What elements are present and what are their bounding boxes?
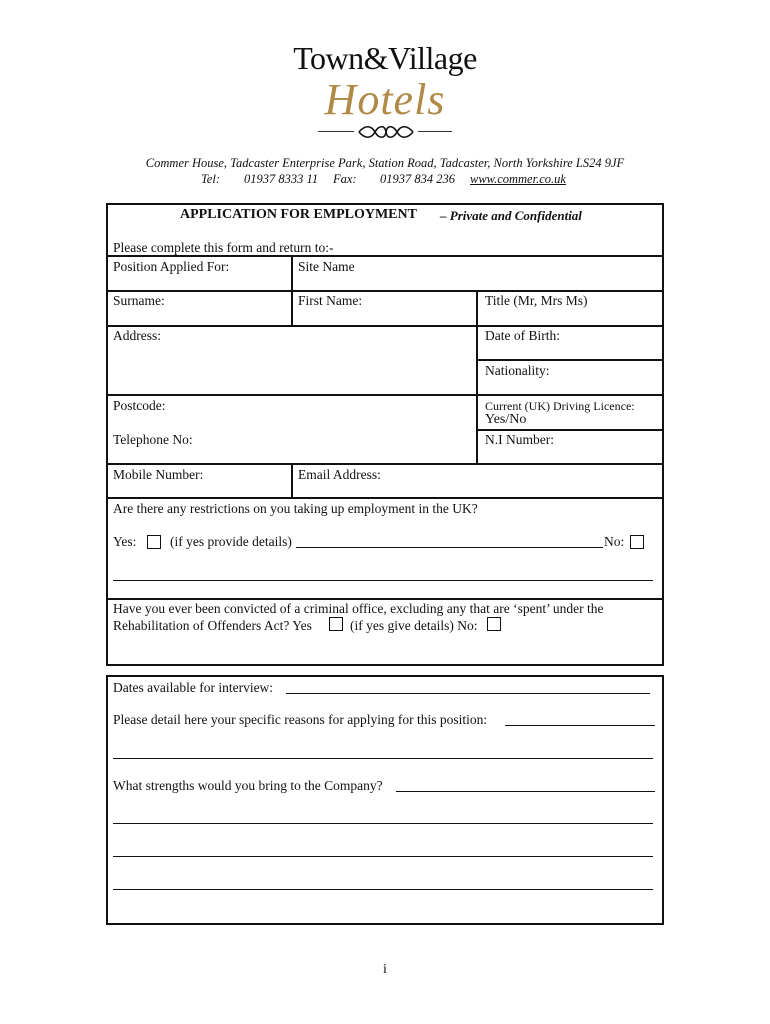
divider (106, 598, 664, 600)
mobile-number-field[interactable]: Mobile Number: (113, 467, 204, 482)
date-of-birth-field[interactable]: Date of Birth: (485, 328, 560, 343)
restrictions-details-label: (if yes provide details) (170, 534, 292, 549)
restrictions-question: Are there any restrictions on you taking up employment in the UK? (113, 501, 478, 516)
reasons-line-2[interactable] (113, 758, 653, 759)
first-name-field[interactable]: First Name: (298, 293, 363, 308)
logo-town-village: Town&Village (293, 40, 477, 76)
position-applied-field[interactable]: Position Applied For: (113, 259, 230, 274)
convictions-no-checkbox[interactable] (487, 617, 501, 631)
strengths-line-3[interactable] (113, 856, 653, 857)
restrictions-no-checkbox[interactable] (630, 535, 644, 549)
restrictions-yes-label: Yes: (113, 534, 137, 549)
logo-hotels: Hotels (324, 75, 446, 124)
email-address-field[interactable]: Email Address: (298, 467, 381, 482)
convictions-question: Have you ever been convicted of a criminal office, excluding any that are ‘spent’ under the (113, 601, 604, 616)
fax-label: Fax: (333, 172, 357, 186)
form-title: APPLICATION FOR EMPLOYMENT (180, 207, 417, 222)
company-address: Commer House, Tadcaster Enterprise Park, Station Road, Tadcaster, North Yorkshire LS24 9JF (145, 156, 625, 170)
driving-licence-field[interactable]: Current (UK) Driving Licence: (485, 399, 635, 413)
reasons-label: Please detail here your specific reasons for applying for this position: (113, 712, 488, 727)
strengths-line-2[interactable] (113, 823, 653, 824)
logo-rule-right (418, 131, 452, 132)
restrictions-yes-checkbox[interactable] (147, 535, 161, 549)
convictions-no-label: (if yes give details) No: (350, 618, 478, 633)
restrictions-details-line[interactable] (296, 547, 603, 548)
ni-number-field[interactable]: N.I Number: (485, 432, 554, 447)
dates-available-label: Dates available for interview: (113, 680, 274, 695)
telephone-field[interactable]: Telephone No: (113, 432, 193, 447)
nationality-field[interactable]: Nationality: (485, 363, 550, 378)
divider (291, 463, 293, 497)
logo-rule-left (318, 131, 354, 132)
title-field[interactable]: Title (Mr, Mrs Ms) (485, 293, 588, 308)
divider (476, 359, 664, 361)
convictions-yes-label: Rehabilitation of Offenders Act? Yes (113, 618, 312, 633)
strengths-label: What strengths would you bring to the Company? (113, 778, 383, 793)
driving-licence-options: Yes/No (485, 412, 527, 427)
ornament-icon (355, 123, 417, 141)
divider (106, 255, 664, 257)
divider (106, 497, 664, 499)
postcode-field[interactable]: Postcode: (113, 398, 166, 413)
dates-available-line[interactable] (286, 693, 650, 694)
address-field[interactable]: Address: (113, 328, 161, 343)
divider (106, 290, 664, 292)
restrictions-details-line-2[interactable] (113, 580, 653, 581)
fax-number: 01937 834 236 (380, 172, 455, 186)
surname-field[interactable]: Surname: (113, 293, 165, 308)
divider (106, 394, 664, 396)
reasons-line[interactable] (505, 725, 655, 726)
divider (476, 290, 478, 463)
divider (106, 463, 664, 465)
divider (291, 255, 293, 325)
website-link[interactable]: www.commer.co.uk (470, 172, 566, 186)
strengths-line[interactable] (396, 791, 655, 792)
divider (476, 429, 664, 431)
convictions-yes-checkbox[interactable] (329, 617, 343, 631)
tel-label: Tel: (201, 172, 220, 186)
site-name-field[interactable]: Site Name (298, 259, 355, 274)
restrictions-no-label: No: (604, 534, 625, 549)
tel-number: 01937 8333 11 (244, 172, 319, 186)
strengths-line-4[interactable] (113, 889, 653, 890)
divider (106, 325, 664, 327)
page-number: i (383, 962, 387, 977)
form-title-suffix: – Private and Confidential (440, 208, 582, 223)
return-instruction: Please complete this form and return to:- (113, 240, 334, 255)
